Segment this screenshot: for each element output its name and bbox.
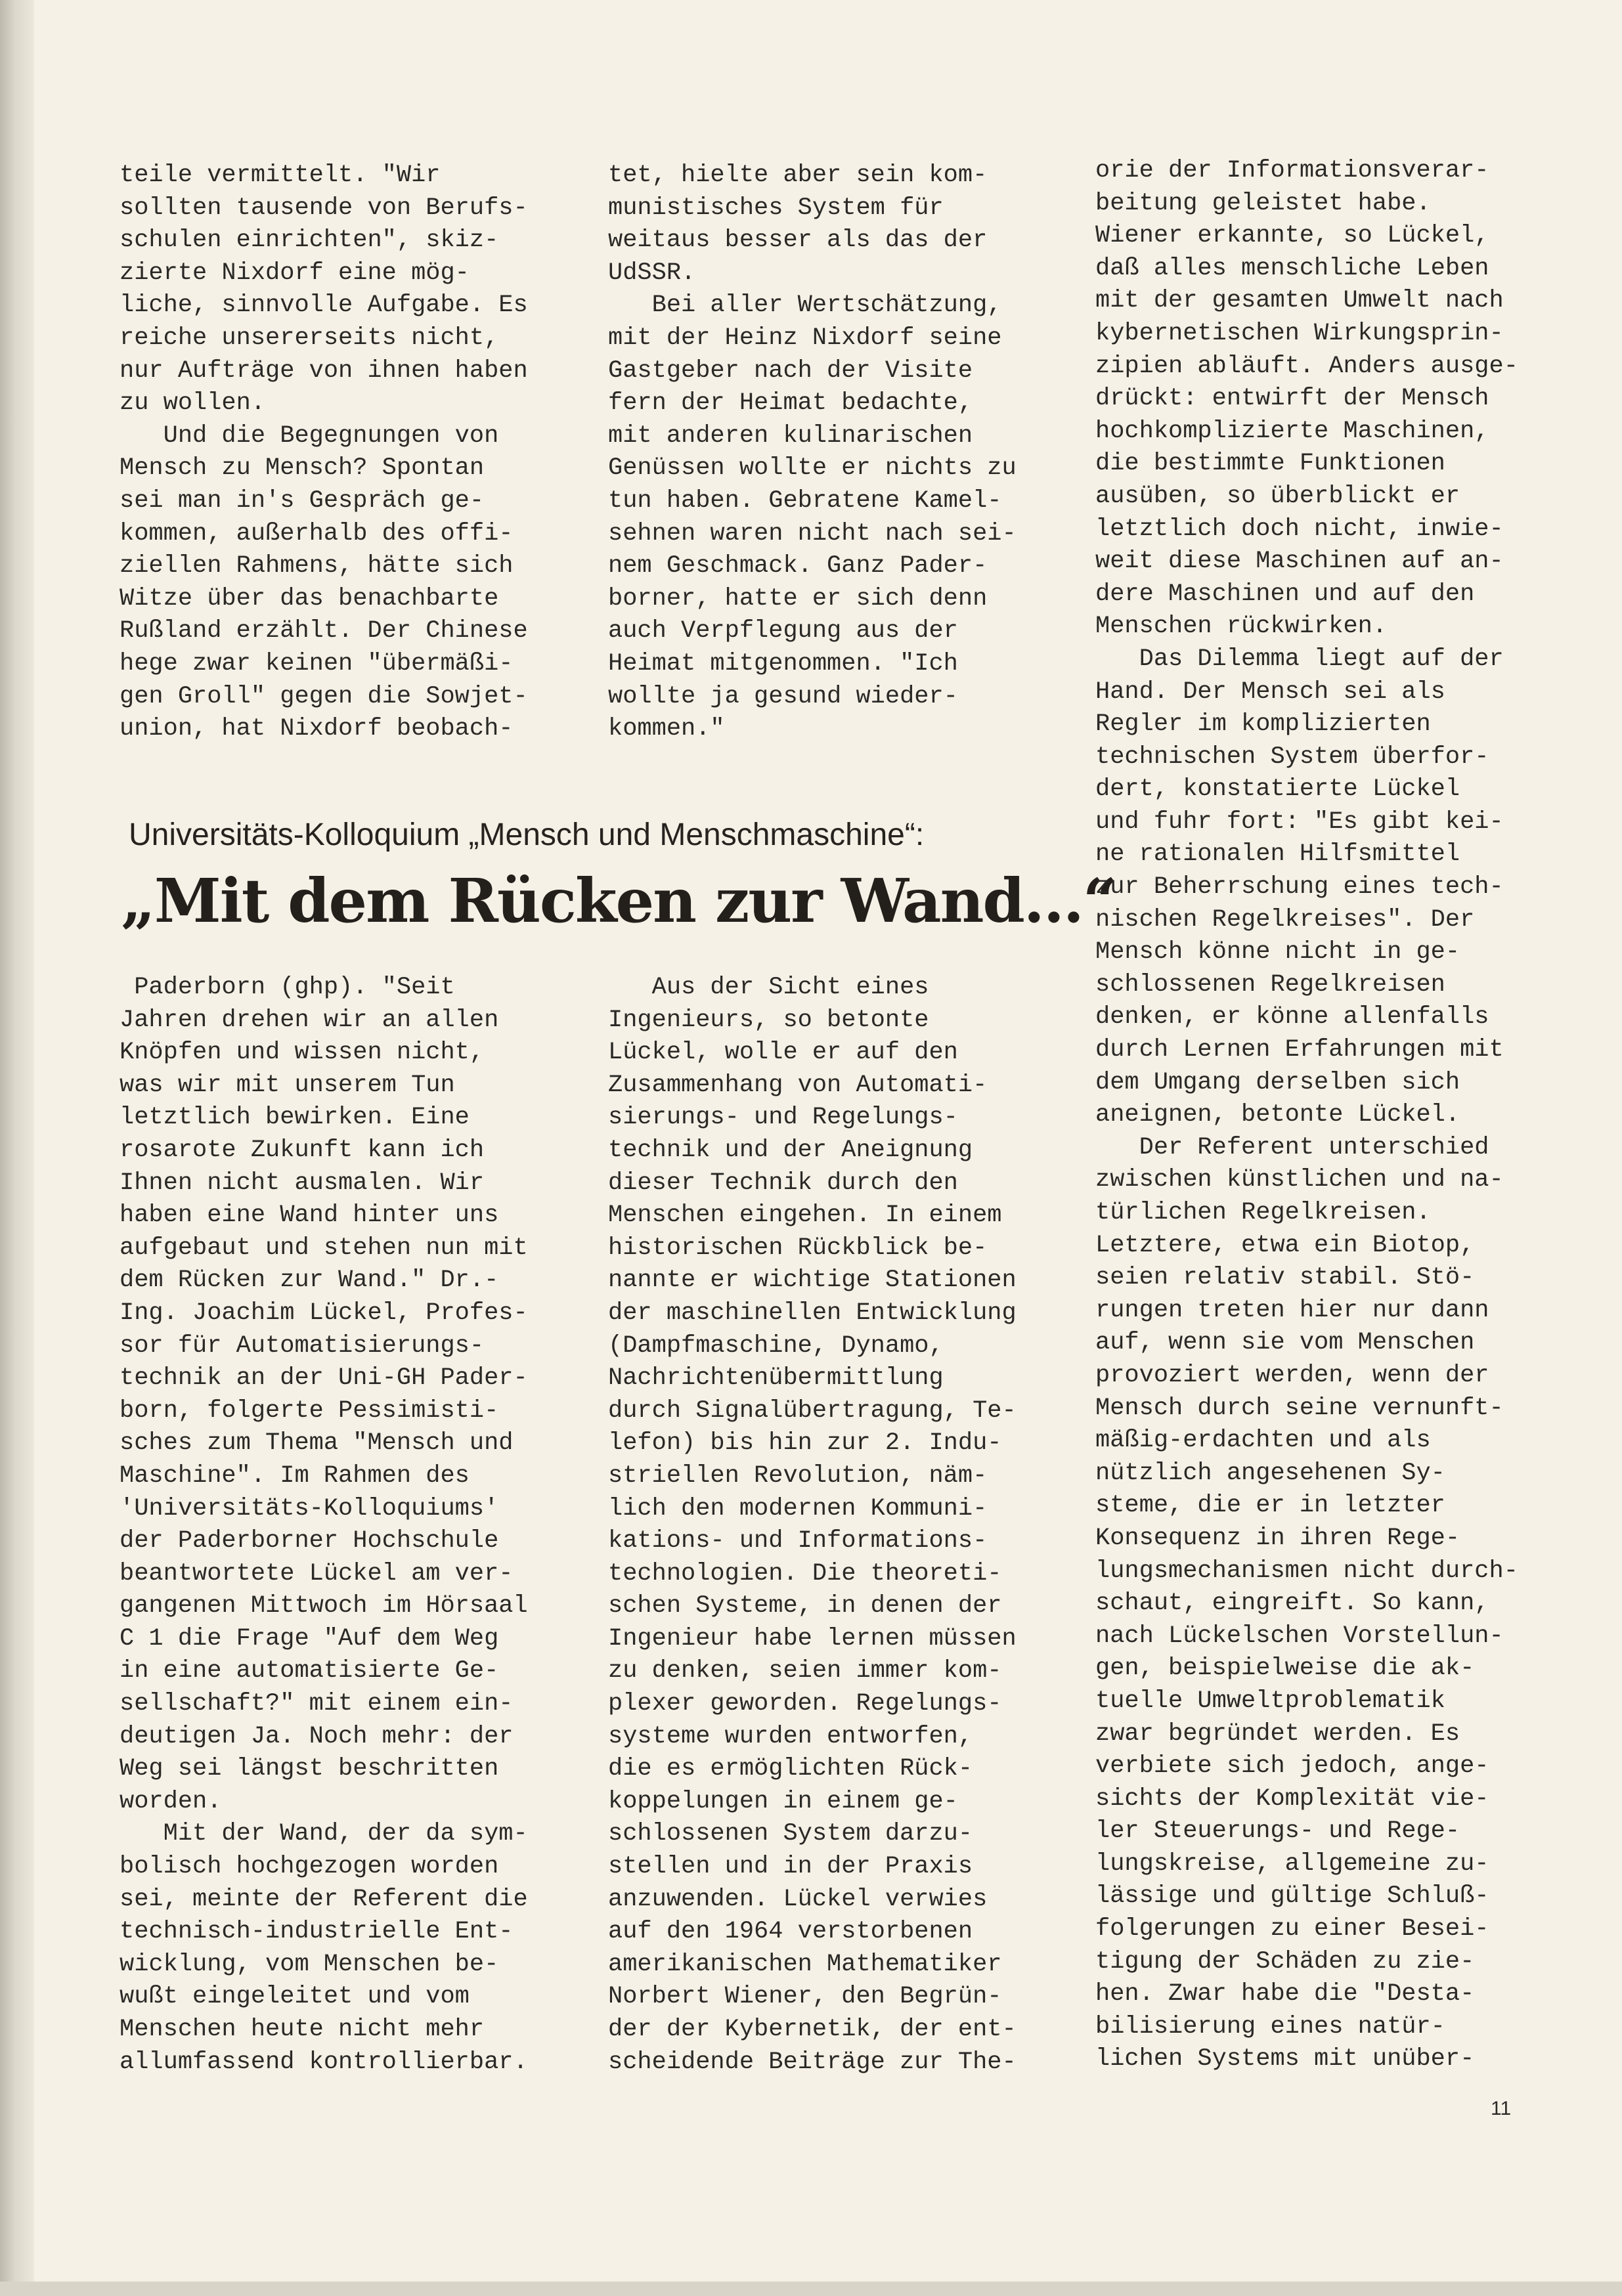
text-line: born, folgerte Pessimisti- xyxy=(120,1397,499,1425)
text-line: Menschen eingehen. In einem xyxy=(608,1202,1002,1230)
text-line: dert, konstatierte Lückel xyxy=(1095,775,1460,804)
page-number: 11 xyxy=(1491,2098,1512,2119)
text-line: Der Referent unterschied xyxy=(1095,1133,1489,1161)
text-line: zierte Nixdorf eine mög- xyxy=(120,259,470,287)
text-line: systeme wurden entworfen, xyxy=(608,1722,973,1750)
text-line: dem Umgang derselben sich xyxy=(1095,1068,1460,1096)
text-line: lungsmechanismen nicht durch- xyxy=(1095,1557,1518,1585)
text-line: ler Steuerungs- und Rege- xyxy=(1095,1817,1460,1846)
text-line: gen Groll" gegen die Sowjet- xyxy=(120,682,528,710)
text-line: stellen und in der Praxis xyxy=(608,1853,973,1881)
text-line: sor für Automatisierungs- xyxy=(120,1332,485,1360)
body-column-2 xyxy=(608,972,1081,2079)
text-line: amerikanischen Mathematiker xyxy=(608,1950,1002,1978)
text-line: drückt: entwirft der Mensch xyxy=(1095,385,1489,413)
text-line: haben eine Wand hinter uns xyxy=(120,1202,499,1230)
text-line: schen Systeme, in denen der xyxy=(608,1592,1002,1620)
text-line: koppelungen in einem ge- xyxy=(608,1787,958,1815)
text-line: bilisierung eines natür- xyxy=(1095,2012,1445,2041)
text-line: fern der Heimat bedachte, xyxy=(608,389,973,418)
text-line: auf den 1964 verstorbenen xyxy=(608,1918,973,1946)
text-line: was wir mit unserem Tun xyxy=(120,1071,455,1099)
text-line: Mensch könne nicht in ge- xyxy=(1095,938,1460,966)
text-line: Das Dilemma liegt auf der xyxy=(1095,645,1504,673)
text-line: hochkomplizierte Maschinen, xyxy=(1095,417,1489,445)
text-line: Heimat mitgenommen. "Ich xyxy=(608,649,958,678)
text-line: Bei aller Wertschätzung, xyxy=(608,292,1002,320)
text-line: provoziert werden, wenn der xyxy=(1095,1361,1489,1389)
text-line: auf, wenn sie vom Menschen xyxy=(1095,1329,1475,1357)
text-line: nem Geschmack. Ganz Pader- xyxy=(608,552,988,580)
text-line: technik an der Uni-GH Pader- xyxy=(120,1364,528,1393)
text-line: Wiener erkannte, so Lückel, xyxy=(1095,222,1489,250)
text-line: (Dampfmaschine, Dynamo, xyxy=(608,1332,944,1360)
top-column-1 xyxy=(120,160,592,746)
text-line: rungen treten hier nur dann xyxy=(1095,1296,1489,1324)
text-line: Mensch durch seine vernunft- xyxy=(1095,1394,1504,1422)
text-line: worden. xyxy=(120,1787,222,1815)
text-line: technisch-industrielle Ent- xyxy=(120,1918,514,1946)
text-line: mäßig-erdachten und als xyxy=(1095,1427,1431,1455)
text-line: beantwortete Lückel am ver- xyxy=(120,1559,514,1588)
text-line: sollten tausende von Berufs- xyxy=(120,194,528,222)
text-line: Gastgeber nach der Visite xyxy=(608,357,973,385)
text-line: Paderborn (ghp). "Seit xyxy=(120,974,455,1001)
article-headline: „Mit dem Rücken zur Wand...“ xyxy=(121,865,1116,936)
text-line: munistisches System für xyxy=(608,194,944,222)
text-line: sierungs- und Regelungs- xyxy=(608,1104,958,1132)
text-line: aneignen, betonte Lückel. xyxy=(1095,1101,1460,1129)
text-line: Nachrichtenübermittlung xyxy=(608,1364,944,1393)
text-line: schlossenen Regelkreisen xyxy=(1095,970,1445,999)
text-line: der maschinellen Entwicklung xyxy=(608,1299,1017,1327)
text-line: deutigen Ja. Noch mehr: der xyxy=(120,1722,514,1750)
text-line: durch Lernen Erfahrungen mit xyxy=(1095,1036,1504,1064)
text-line: letztlich doch nicht, inwie- xyxy=(1095,515,1504,543)
text-line: 'Universitäts-Kolloquiums' xyxy=(120,1494,499,1523)
text-line: rosarote Zukunft kann ich xyxy=(120,1136,485,1164)
text-line: sches zum Thema "Mensch und xyxy=(120,1429,514,1458)
text-line: orie der Informationsverar- xyxy=(1095,157,1489,184)
text-line: Menschen heute nicht mehr xyxy=(120,2016,485,2043)
page-bottom-edge xyxy=(0,2282,1622,2296)
text-line: striellen Revolution, näm- xyxy=(608,1462,988,1490)
text-line: seien relativ stabil. Stö- xyxy=(1095,1264,1475,1292)
text-line: Knöpfen und wissen nicht, xyxy=(120,1039,485,1067)
text-line: auch Verpflegung aus der xyxy=(608,617,958,645)
text-line: weitaus besser als das der xyxy=(608,227,988,255)
text-line: Hand. Der Mensch sei als xyxy=(1095,678,1445,706)
text-line: nischen Regelkreises". Der xyxy=(1095,905,1475,934)
text-line: kybernetischen Wirkungsprin- xyxy=(1095,319,1504,347)
text-line: lichen Systems mit unüber- xyxy=(1095,2045,1475,2073)
text-line: hen. Zwar habe die "Desta- xyxy=(1095,1980,1475,2008)
text-line: Weg sei längst beschritten xyxy=(120,1755,499,1783)
text-line: technischen System überfor- xyxy=(1095,743,1489,771)
text-line: nach Lückelschen Vorstellun- xyxy=(1095,1622,1504,1650)
text-line: UdSSR. xyxy=(608,259,696,287)
text-line: tun haben. Gebratene Kamel- xyxy=(608,487,1002,515)
text-line: zipien abläuft. Anders ausge- xyxy=(1095,352,1518,380)
text-line: der der Kybernetik, der ent- xyxy=(608,2016,1017,2043)
text-line: sichts der Komplexität vie- xyxy=(1095,1785,1489,1813)
text-line: ausüben, so überblickt er xyxy=(1095,482,1460,510)
text-line: tet, hielte aber sein kom- xyxy=(608,162,988,189)
text-line: plexer geworden. Regelungs- xyxy=(608,1690,1002,1718)
text-line: mit der Heinz Nixdorf seine xyxy=(608,324,1002,352)
text-line: schlossenen System darzu- xyxy=(608,1820,973,1848)
text-line: kommen, außerhalb des offi- xyxy=(120,519,514,548)
text-line: Ing. Joachim Lückel, Profes- xyxy=(120,1299,528,1327)
text-line: steme, die er in letzter xyxy=(1095,1492,1445,1520)
text-line: und fuhr fort: "Es gibt kei- xyxy=(1095,808,1504,836)
text-line: liche, sinnvolle Aufgabe. Es xyxy=(120,292,528,320)
text-line: lässige und gültige Schluß- xyxy=(1095,1882,1489,1911)
text-line: Maschine". Im Rahmen des xyxy=(120,1462,470,1490)
text-line: lungskreise, allgemeine zu- xyxy=(1095,1850,1489,1878)
text-line: kommen." xyxy=(608,715,725,743)
text-line: daß alles menschliche Leben xyxy=(1095,254,1489,282)
text-line: gangenen Mittwoch im Hörsaal xyxy=(120,1592,528,1620)
text-line: Jahren drehen wir an allen xyxy=(120,1006,499,1034)
text-line: Genüssen wollte er nichts zu xyxy=(608,454,1017,483)
text-line: zu denken, seien immer kom- xyxy=(608,1657,1002,1685)
text-line: Ihnen nicht ausmalen. Wir xyxy=(120,1169,485,1197)
text-line: zwar begründet werden. Es xyxy=(1095,1720,1460,1748)
top-column-2 xyxy=(608,160,1081,746)
body-column-3 xyxy=(1095,155,1568,2076)
text-line: nützlich angesehenen Sy- xyxy=(1095,1459,1445,1487)
text-line: schaut, eingreift. So kann, xyxy=(1095,1590,1489,1618)
text-line: dieser Technik durch den xyxy=(608,1169,958,1197)
text-line: beitung geleistet habe. xyxy=(1095,189,1431,217)
text-line: letztlich bewirken. Eine xyxy=(120,1104,470,1132)
text-line: mit der gesamten Umwelt nach xyxy=(1095,287,1504,315)
text-line: Witze über das benachbarte xyxy=(120,584,499,613)
text-line: Konsequenz in ihren Rege- xyxy=(1095,1524,1460,1552)
text-line: sellschaft?" mit einem ein- xyxy=(120,1690,514,1718)
text-line: Mit der Wand, der da sym- xyxy=(120,1820,528,1848)
text-line: kations- und Informations- xyxy=(608,1527,988,1555)
text-line: Letztere, etwa ein Biotop, xyxy=(1095,1231,1475,1259)
text-line: türlichen Regelkreisen. xyxy=(1095,1199,1431,1226)
text-line: zu wollen. xyxy=(120,389,266,418)
text-line: tuelle Umweltproblematik xyxy=(1095,1687,1445,1715)
text-line: nannte er wichtige Stationen xyxy=(608,1267,1017,1295)
text-line: bolisch hochgezogen worden xyxy=(120,1853,499,1881)
binding-spine xyxy=(0,0,34,2296)
text-line: zur Beherrschung eines tech- xyxy=(1095,873,1504,901)
text-line: sehnen waren nicht nach sei- xyxy=(608,519,1017,548)
text-line: historischen Rückblick be- xyxy=(608,1234,988,1262)
text-line: union, hat Nixdorf beobach- xyxy=(120,715,514,743)
text-line: borner, hatte er sich denn xyxy=(608,584,988,613)
text-line: Rußland erzählt. Der Chinese xyxy=(120,617,528,645)
text-line: Ingenieur habe lernen müssen xyxy=(608,1624,1017,1653)
text-line: tigung der Schäden zu zie- xyxy=(1095,1947,1475,1976)
text-line: schulen einrichten", skiz- xyxy=(120,227,499,255)
text-line: durch Signalübertragung, Te- xyxy=(608,1397,1017,1425)
text-line: nur Aufträge von ihnen haben xyxy=(120,357,528,385)
text-line: Lückel, wolle er auf den xyxy=(608,1039,958,1067)
text-line: hege zwar keinen "übermäßi- xyxy=(120,649,514,678)
text-line: C 1 die Frage "Auf dem Weg xyxy=(120,1624,499,1653)
text-line: wußt eingeleitet und vom xyxy=(120,1983,470,2011)
text-line: allumfassend kontrollierbar. xyxy=(120,2048,528,2076)
text-line: scheidende Beiträge zur The- xyxy=(608,2048,1017,2076)
text-line: anzuwenden. Lückel verwies xyxy=(608,1885,988,1913)
text-line: dere Maschinen und auf den xyxy=(1095,580,1475,608)
text-line: der Paderborner Hochschule xyxy=(120,1527,499,1555)
text-line: sei man in's Gespräch ge- xyxy=(120,487,485,515)
text-line: verbiete sich jedoch, ange- xyxy=(1095,1752,1489,1781)
text-line: Mensch zu Mensch? Spontan xyxy=(120,454,485,483)
text-line: Regler im komplizierten xyxy=(1095,710,1431,739)
body-column-1 xyxy=(120,972,592,2079)
text-line: Ingenieurs, so betonte xyxy=(608,1006,929,1034)
text-line: lich den modernen Kommuni- xyxy=(608,1494,988,1523)
text-line: reiche unsererseits nicht, xyxy=(120,324,499,352)
text-line: die bestimmte Funktionen xyxy=(1095,450,1445,478)
text-line: zwischen künstlichen und na- xyxy=(1095,1166,1504,1194)
text-line: die es ermöglichten Rück- xyxy=(608,1755,973,1783)
text-line: technologien. Die theoreti- xyxy=(608,1559,1002,1588)
text-line: Und die Begegnungen von xyxy=(120,422,499,450)
text-line: dem Rücken zur Wand." Dr.- xyxy=(120,1267,499,1295)
text-line: teile vermittelt. "Wir xyxy=(120,162,441,189)
text-line: aufgebaut und stehen nun mit xyxy=(120,1234,528,1262)
text-line: ne rationalen Hilfsmittel xyxy=(1095,840,1460,869)
text-line: lefon) bis hin zur 2. Indu- xyxy=(608,1429,1002,1458)
text-line: folgerungen zu einer Besei- xyxy=(1095,1915,1489,1943)
text-line: sei, meinte der Referent die xyxy=(120,1885,528,1913)
text-line: Norbert Wiener, den Begrün- xyxy=(608,1983,1002,2011)
text-line: technik und der Aneignung xyxy=(608,1136,973,1164)
text-line: mit anderen kulinarischen xyxy=(608,422,973,450)
text-line: weit diese Maschinen auf an- xyxy=(1095,548,1504,576)
text-line: Aus der Sicht eines xyxy=(608,974,929,1001)
text-line: denken, er könne allenfalls xyxy=(1095,1003,1489,1031)
text-line: gen, beispielweise die ak- xyxy=(1095,1655,1475,1683)
text-line: wollte ja gesund wieder- xyxy=(608,682,958,710)
article-kicker: Universitäts-Kolloquium „Mensch und Menschmaschine“: xyxy=(129,817,925,852)
text-line: ziellen Rahmens, hätte sich xyxy=(120,552,514,580)
text-line: Zusammenhang von Automati- xyxy=(608,1071,988,1099)
text-line: in eine automatisierte Ge- xyxy=(120,1657,499,1685)
text-line: wicklung, vom Menschen be- xyxy=(120,1950,499,1978)
text-line: Menschen rückwirken. xyxy=(1095,613,1388,641)
